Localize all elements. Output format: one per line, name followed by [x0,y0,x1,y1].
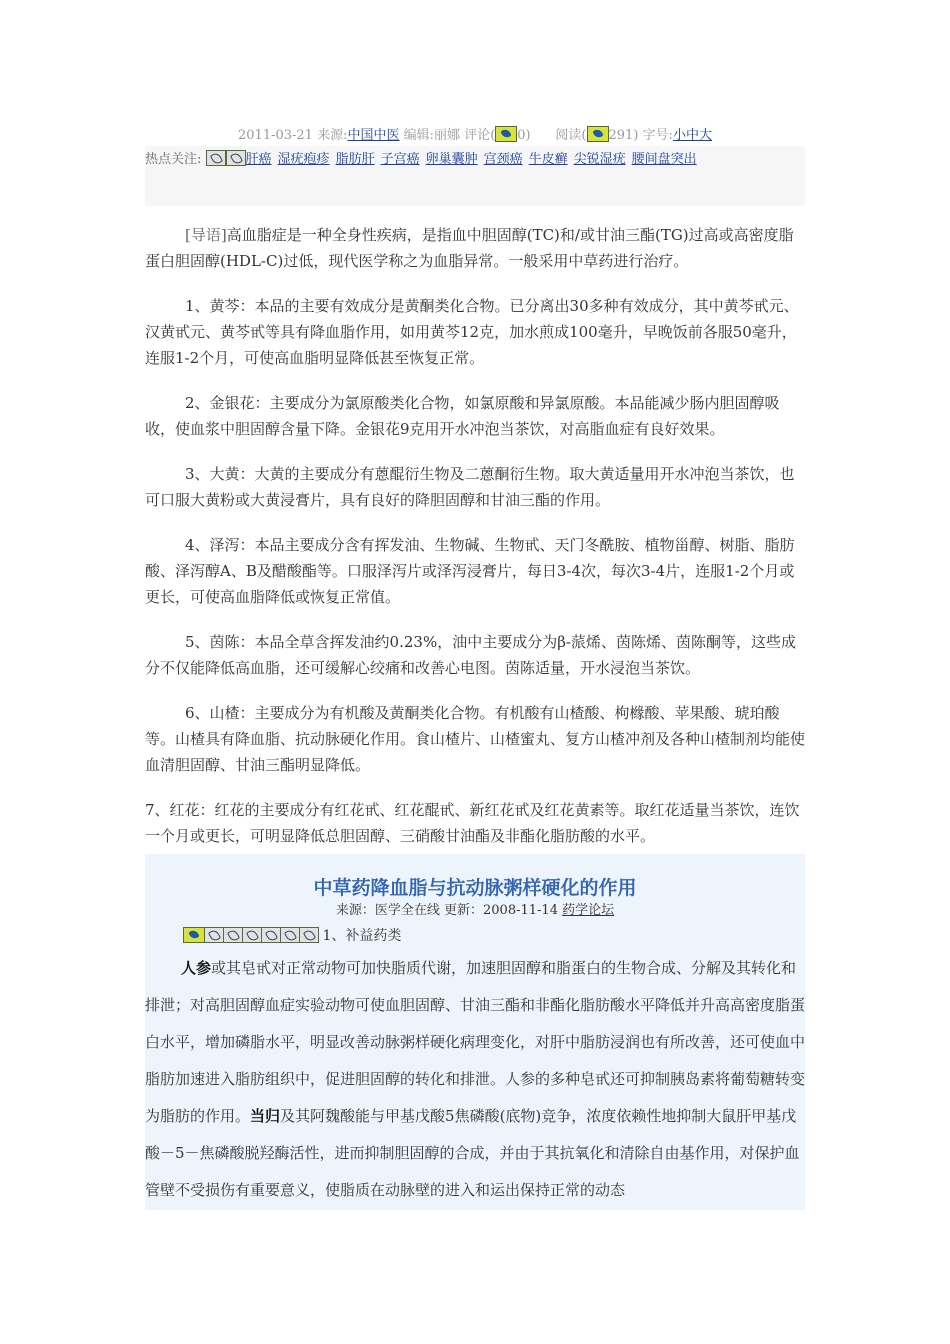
article-body [145,222,805,868]
herb-paragraph: 2、金银花：主要成分为氯原酸类化合物，如氯原酸和异氯原酸。本品能减少肠内胆固醇吸收，使血浆中胆固醇含量下降。金银花9克用开水冲泡当茶饮，对高脂血症有良好效果。 [145,394,780,438]
editor-name: 丽娜 [434,128,461,143]
read-icon [587,126,609,142]
card-subtitle [145,902,805,920]
card-text: 或其皂甙对正常动物可加快脂质代谢，加速胆固醇和脂蛋白的生物合成、分解及其转化和排泄；对高胆固醇血症实验动物可使血胆固醇、甘油三酯和非酯化脂肪酸水平降低并升高高密度脂蛋白水平，增加磷脂水平，明显改善动脉粥样硬化病理变化，对肝中脂肪浸润也有所改善，还可使血中脂肪加速进入脂肪组织中，促进胆固醇的转化和排泄。人参的多种皂甙还可抑制胰岛素将葡萄糖转变为脂肪的作用。 [145,959,805,1125]
card-text: 及其阿魏酸能与甲基戊酸5焦磷酸(底物)竞争，浓度依赖性地抑制大鼠肝甲基戊酸－5－焦磷酸脱羟酶活性，进而抑制胆固醇的合成，并由于其抗氧化和清除自由基作用，对保护血管壁不受损伤有重要意义，使脂质在动脉壁的进入和运出保持正常的动态 [145,1107,800,1199]
herb-paragraph: 4、泽泻：本品主要成分含有挥发油、生物碱、生物甙、天门冬酰胺、植物甾醇、树脂、脂肪酸、泽泻醇A、B及醋酸酯等。口服泽泻片或泽泻浸膏片，每日3-4次，每次3-4片，连服1-2个月或更长，可使高血脂降低或恢复正常值。 [145,536,795,606]
editor-label: 编辑: [403,128,435,143]
lead-text: 高血脂症是一种全身性疾病，是指血中胆固醇(TC)和/或甘油三酯(TG)过高或高密度脂蛋白胆固醇(HDL-C)过低，现代医学称之为血脂异常。一般采用中草药进行治疗。 [145,226,794,270]
comment-label: 评论( [464,128,496,143]
comment-count: 0 [517,128,526,143]
leaf-icon [204,927,224,943]
font-size-medium-button[interactable]: 中 [685,128,699,143]
hot-tag-link[interactable]: 尖锐湿疣 [573,152,626,167]
hot-topics-bar [145,146,805,206]
leaf-icon [242,927,262,943]
leaf-icon [226,150,246,166]
leaf-icon [299,927,319,943]
herb-paragraph: 6、山楂：主要成分为有机酸及黄酮类化合物。有机酸有山楂酸、枸橼酸、苹果酸、琥珀酸等。山楂具有降血脂、抗动脉硬化作用。食山楂片、山楂蜜丸、复方山楂冲剂及各种山楂制剂均能使血清胆固醇、甘油三酯明显降低。 [145,704,806,774]
herb-name: 当归 [250,1107,281,1125]
hot-tag-link[interactable]: 子宫癌 [380,152,420,167]
card-body-text [145,950,805,1209]
hot-tag-link[interactable]: 肝癌 [245,152,272,167]
lead-paragraph [145,222,805,274]
forum-link[interactable]: 药学论坛 [562,903,615,918]
read-close: ) [633,128,639,143]
source-label: 来源: [317,128,348,143]
herb-paragraph: 3、大黄：大黄的主要成分有蒽醌衍生物及二蒽酮衍生物。取大黄适量用开水冲泡当茶饮，也可口服大黄粉或大黄浸膏片，具有良好的降胆固醇和甘油三酯的作用。 [145,465,795,509]
leaf-icon [280,927,300,943]
herb-paragraph: 7、红花：红花的主要成分有红花甙、红花醌甙、新红花甙及红花黄素等。取红花适量当茶饮，连饮一个月或更长，可明显降低总胆固醇、三硝酸甘油酯及非酯化脂肪酸的水平。 [145,801,800,845]
herb-paragraph: 1、黄芩：本品的主要有效成分是黄酮类化合物。已分离出30多种有效成分，其中黄芩甙元、汉黄甙元、黄芩甙等具有降血脂作用，如用黄芩12克，加水煎成100毫升，早晚饭前各服50毫升，连服1-2个月，可使高血脂明显降低甚至恢复正常。 [145,297,799,367]
leaf-icon [206,150,226,166]
read-count: 291 [608,128,634,143]
comment-icon[interactable] [495,126,517,142]
leaf-icon [261,927,281,943]
comment-close: ) [525,128,531,143]
fontsize-label: 字号: [642,128,673,143]
font-size-large-button[interactable]: 大 [698,128,712,143]
source-link[interactable]: 中国中医 [347,128,400,143]
hot-tag-link[interactable]: 宫颈癌 [483,152,523,167]
font-size-small-button[interactable]: 小 [672,128,686,143]
hot-tag-link[interactable]: 脂肪肝 [335,152,375,167]
hot-tag-link[interactable]: 腰间盘突出 [631,152,697,167]
section-label: 1、补益药类 [322,928,402,944]
card-update: 更新：2008-11-14 [444,903,558,918]
lead-label: [导语] [185,226,227,244]
article-meta [0,125,950,147]
related-article-card [145,854,805,1210]
read-label: 阅读( [555,128,587,143]
leaf-icon [183,927,205,943]
hot-tag-link[interactable]: 卵巢囊肿 [425,152,478,167]
hot-tag-link[interactable]: 湿疣疱疹 [277,152,330,167]
herb-name: 人参 [181,959,212,977]
card-section-heading [145,924,805,948]
leaf-icon [223,927,243,943]
card-title: 中草药降血脂与抗动脉粥样硬化的作用 [313,877,637,899]
hot-topics-label: 热点关注: [145,152,202,167]
herb-paragraph: 5、茵陈：本品全草含挥发油约0.23%，油中主要成分为β-蒎烯、茵陈烯、茵陈酮等，这些成分不仅能降低高血脂，还可缓解心绞痛和改善心电图。茵陈适量，开水浸泡当茶饮。 [145,633,796,677]
card-source: 来源：医学全在线 [335,903,440,918]
hot-tag-link[interactable]: 牛皮癣 [528,152,568,167]
publish-date: 2011-03-21 [238,128,313,143]
